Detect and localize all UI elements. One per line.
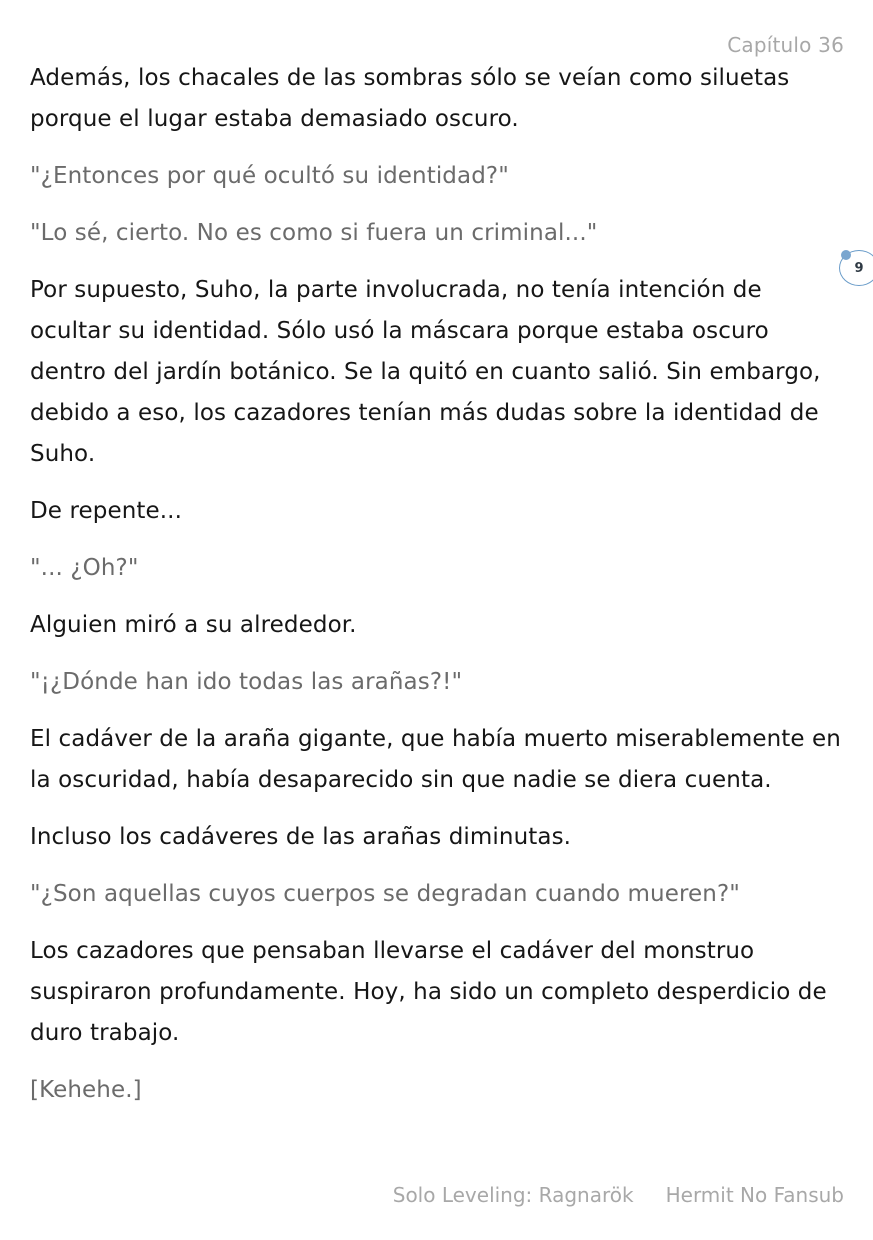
page-number: 9	[854, 260, 864, 276]
badge-dot-icon	[841, 250, 851, 260]
paragraph: Incluso los cadáveres de las arañas diminutas.	[30, 824, 572, 850]
paragraph: "... ¿Oh?"	[30, 555, 139, 581]
chapter-body	[30, 58, 845, 1127]
paragraph: Por supuesto, Suho, la parte involucrada, no tenía intención de ocultar su identidad. Sólo usó la máscara porque estaba oscuro dentro del jardín botánico. Se la quitó en cuanto salió. Sin embargo, debido a eso, los cazadores tenían más dudas sobre la identidad de Suho.	[30, 277, 821, 467]
paragraph: Alguien miró a su alrededor.	[30, 612, 357, 638]
translator-credit: Hermit No Fansub	[665, 1183, 844, 1207]
book-title: Solo Leveling: Ragnarök	[392, 1183, 634, 1207]
paragraph: Los cazadores que pensaban llevarse el cadáver del monstruo suspiraron profundamente. Hoy, ha sido un completo desperdicio de duro trabajo.	[30, 938, 827, 1046]
paragraph: [Kehehe.]	[30, 1077, 142, 1103]
paragraph: "¡¿Dónde han ido todas las arañas?!"	[30, 669, 463, 695]
paragraph: "Lo sé, cierto. No es como si fuera un criminal..."	[30, 220, 598, 246]
footer	[393, 1183, 844, 1207]
paragraph: "¿Son aquellas cuyos cuerpos se degradan cuando mueren?"	[30, 881, 740, 907]
paragraph: De repente...	[30, 498, 183, 524]
paragraph: "¿Entonces por qué ocultó su identidad?"	[30, 163, 509, 189]
chapter-title: Capítulo 36	[727, 33, 844, 57]
paragraph: Además, los chacales de las sombras sólo se veían como siluetas porque el lugar estaba demasiado oscuro.	[30, 65, 790, 132]
paragraph: El cadáver de la araña gigante, que había muerto miserablemente en la oscuridad, había desaparecido sin que nadie se diera cuenta.	[30, 726, 841, 793]
page-number-badge[interactable]	[839, 250, 873, 286]
